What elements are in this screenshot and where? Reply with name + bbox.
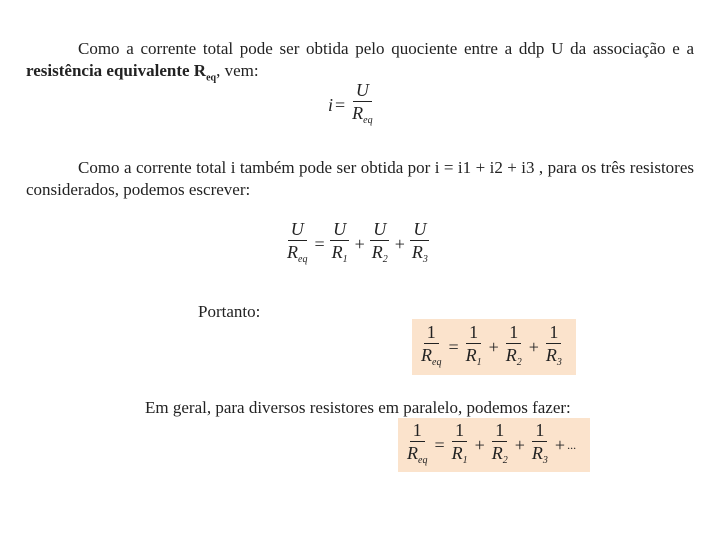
eq2-fraction-3: $\frac{U}{R_3}$ — [411, 219, 428, 265]
eq3-fraction-eq: $\frac{1}{R_{eq}}$ — [421, 321, 442, 368]
portanto-label: Portanto: — [198, 302, 261, 321]
eq1-numerator: U — [353, 80, 372, 102]
eq3-fraction-3: $\frac{1}{R_3}$ — [545, 321, 562, 368]
eq2-plus-2: + — [394, 234, 405, 254]
eq-subscript: eq — [206, 72, 217, 84]
eq1-fraction — [349, 80, 375, 131]
eq1-equals: = — [335, 95, 346, 115]
eq4-fraction-2: $\frac{1}{R_2}$ — [491, 419, 508, 466]
eq3-plus-1: + — [488, 336, 499, 357]
paragraph-1-line-2 — [26, 61, 259, 84]
eq3-fraction-2: $\frac{1}{R_2}$ — [505, 321, 522, 368]
eq3-equals: = — [448, 336, 459, 357]
eq2-fraction-1: $\frac{U}{R_1}$ — [331, 219, 348, 265]
eq1-lhs: i — [328, 95, 334, 115]
eq4-equals: = — [434, 434, 445, 455]
eq4-plus-2: + — [514, 434, 525, 455]
paragraph-1-line-2-rest: , vem: — [216, 61, 259, 80]
eq3-plus-2: + — [528, 336, 539, 357]
paragraph-1-line-1: Como a corrente total pode ser obtida pelo quociente entre a ddp U da associação e a — [78, 39, 694, 58]
eq4-ellipsis: ... — [567, 437, 577, 452]
equation-current — [328, 80, 378, 131]
paragraph-2 — [26, 157, 694, 201]
eq4-plus-1: + — [474, 434, 485, 455]
eq1-denominator: $R_{eq}$ — [352, 103, 373, 126]
eq2-equals: = — [314, 234, 325, 254]
eq4-fraction-eq: $\frac{1}{R_{eq}}$ — [407, 419, 428, 466]
eq4-fraction-1: $\frac{1}{R_1}$ — [451, 419, 468, 466]
paragraph-2-line-1: Como a corrente total i também pode ser obtida por i = i1 + i2 + i3 , para os três resistores — [78, 158, 694, 177]
em-geral-text: Em geral, para diversos resistores em paralelo, podemos fazer: — [145, 398, 571, 417]
equation-parallel-three — [412, 319, 576, 375]
eq4-fraction-3: $\frac{1}{R_3}$ — [531, 419, 548, 466]
eq2-fraction-eq: $\frac{U}{R_{eq}}$ — [287, 219, 308, 265]
paragraph-2-line-2: considerados, podemos escrever: — [26, 180, 251, 199]
equation-parallel-general — [398, 418, 590, 472]
eq2-plus-1: + — [354, 234, 365, 254]
equation-sum-currents — [282, 219, 433, 270]
eq2-fraction-2: $\frac{U}{R_2}$ — [371, 219, 388, 265]
eq3-fraction-1: $\frac{1}{R_1}$ — [465, 321, 482, 368]
eq4-plus-3: + — [554, 434, 566, 455]
bold-term: resistência equivalente R — [26, 61, 207, 80]
